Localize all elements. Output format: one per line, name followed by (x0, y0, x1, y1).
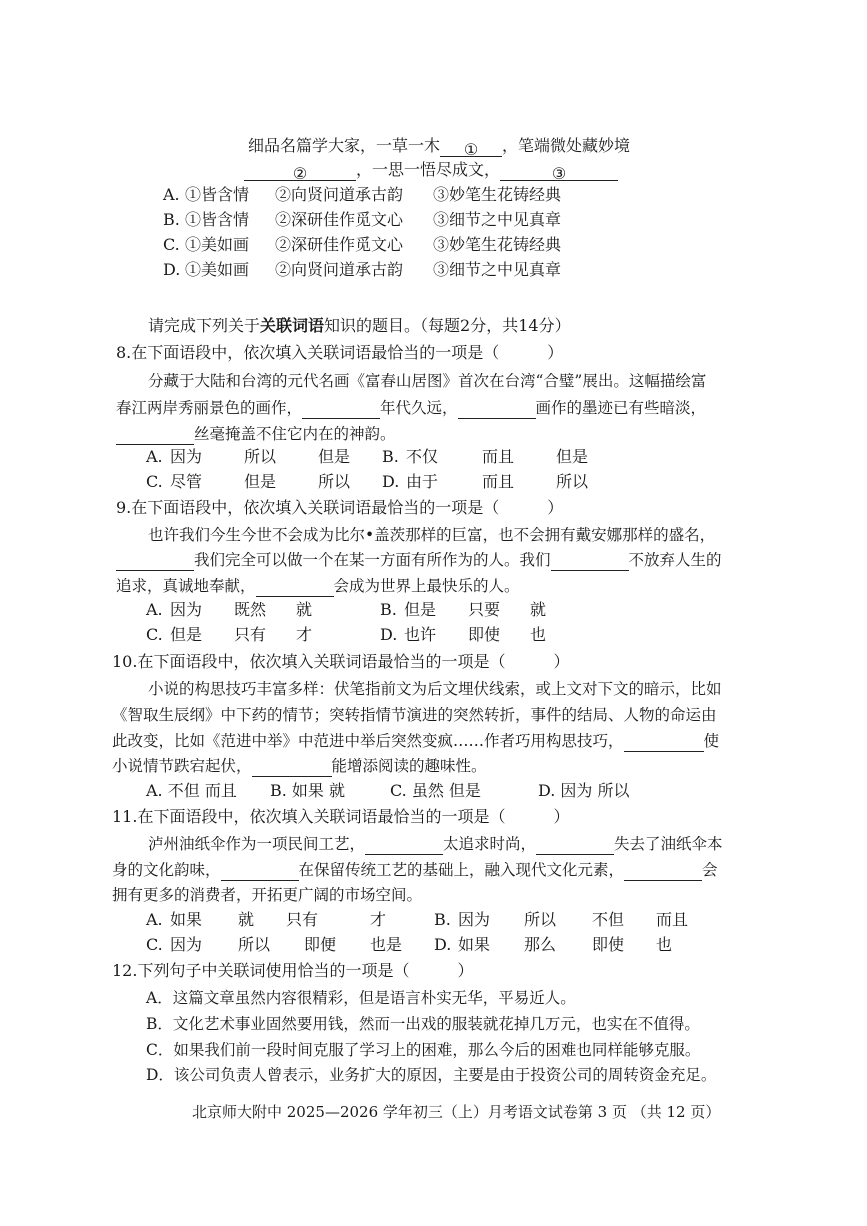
poem-option-a (163, 184, 561, 206)
passage-text: 失去了油纸伞本 (614, 835, 723, 853)
blank-1-mark: ① (463, 140, 479, 159)
section-intro-keyword: 关联词语 (260, 316, 325, 335)
option-word: 但是 (556, 447, 589, 466)
option-word: 而且 (482, 447, 515, 466)
passage-text: 画作的墨迹已有些暗淡， (535, 399, 707, 417)
question-8-passage-line-2 (116, 397, 706, 419)
passage-text: 春江两岸秀丽景色的画作， (116, 399, 303, 417)
option-part-1: ①美如画 (185, 235, 250, 254)
option-part-1: ①美如画 (185, 260, 250, 279)
section-intro (148, 315, 571, 337)
section-intro-start: 请完成下列关于 (148, 316, 261, 335)
question-10-options (146, 780, 630, 802)
option-part-2: ②深研佳作觅文心 (275, 235, 404, 254)
option-word: 而且 (482, 472, 515, 491)
option-word: 因为 (170, 935, 203, 954)
fill-blank[interactable] (551, 553, 629, 571)
fill-blank[interactable] (365, 837, 443, 855)
question-12-stem: 12.下列句子中关联词使用恰当的一项是（ ） (112, 961, 474, 980)
fill-blank[interactable] (252, 759, 332, 777)
option-word: 所以 (238, 935, 271, 954)
fill-blank[interactable] (536, 837, 614, 855)
question-9-options-row-1 (146, 599, 546, 621)
option-word: 才 (296, 625, 313, 644)
passage-text: 追求，真诚地奉献， (116, 577, 256, 595)
option-word: 不但 (592, 910, 625, 929)
fill-blank[interactable] (624, 734, 704, 752)
option-letter: B. (163, 210, 180, 229)
question-10-passage-line-3 (112, 730, 719, 752)
question-8-passage-line-1: 分藏于大陆和台湾的元代名画《富春山居图》首次在台湾“合璧”展出。这幅描绘富 (148, 372, 707, 390)
option-part-2: ②向贤问道承古韵 (275, 260, 404, 279)
option-word: 只有 (234, 625, 267, 644)
page-footer: 北京师大附中 2025—2026 学年初三（上）月考语文试卷第 3 页 （共 12 页） (192, 1103, 721, 1121)
option-word: 所以 (318, 472, 351, 491)
poem-line-1 (248, 135, 630, 157)
option-word: 就 (530, 600, 547, 619)
question-8-options-row-2 (146, 471, 588, 493)
option-part-2: ②深研佳作觅文心 (275, 210, 404, 229)
question-8-options-row-1 (146, 446, 588, 468)
poem-option-c (163, 234, 561, 256)
poem-option-d (163, 259, 561, 281)
option-word: 但是 (244, 472, 277, 491)
option-word: 因为 (170, 447, 203, 466)
passage-text: 不放弃人生的 (628, 551, 722, 569)
option-word: 如果 (170, 910, 203, 929)
option-word: 因为 (458, 910, 491, 929)
blank-3 (500, 163, 618, 181)
option-word: 但是 (170, 625, 203, 644)
option-word: 也许 (404, 625, 437, 644)
question-10-passage-line-4 (112, 755, 487, 777)
option-letter: B. (382, 447, 399, 466)
option-word: 但是 (404, 600, 437, 619)
fill-blank[interactable] (256, 579, 334, 597)
option-word: 就 (238, 910, 255, 929)
passage-text: 我们完全可以做一个在某一方面有所作为的人。我们 (194, 551, 551, 569)
blank-1 (440, 139, 502, 157)
question-9-stem: 9.在下面语段中，依次填入关联词语最恰当的一项是（ ） (116, 498, 564, 517)
option-word: 既然 (234, 600, 267, 619)
option-word: 即便 (304, 935, 337, 954)
question-12-option-a: A．这篇文章虽然内容很精彩，但是语言朴实无华，平易近人。 (146, 989, 576, 1007)
option-letter: C. (146, 625, 163, 644)
option-choice: D. 因为 所以 (538, 781, 630, 800)
option-word: 即使 (592, 935, 625, 954)
option-part-1: ①皆含情 (185, 185, 250, 204)
option-part-3: ③细节之中见真章 (433, 260, 562, 279)
option-word: 尽管 (170, 472, 203, 491)
section-intro-end: 知识的题目。（每题2分，共14分） (324, 316, 571, 335)
option-part-3: ③妙笔生花铸经典 (433, 235, 562, 254)
question-10-passage-line-1: 小说的构思技巧丰富多样：伏笔指前文为后文埋伏线索，或上文对下文的暗示，比如 (148, 680, 722, 698)
fill-blank[interactable] (116, 427, 194, 445)
option-letter: A. (146, 910, 163, 929)
option-word: 所以 (244, 447, 277, 466)
passage-text: 在保留传统工艺的基础上，融入现代文化元素， (298, 861, 625, 879)
option-word: 如果 (458, 935, 491, 954)
question-11-options-row-2 (146, 934, 672, 956)
question-9-passage-line-2 (116, 549, 722, 571)
poem-line-2-mid: ，一思一悟尽成文， (356, 160, 501, 179)
option-letter: C. (163, 235, 180, 254)
option-part-1: ①皆含情 (185, 210, 250, 229)
blank-3-mark: ③ (551, 164, 567, 183)
passage-text: 身的文化韵味， (112, 861, 221, 879)
option-word: 那么 (524, 935, 557, 954)
poem-option-b (163, 209, 561, 231)
option-letter: D. (382, 472, 400, 491)
passage-text: 会成为世界上最快乐的人。 (333, 577, 520, 595)
option-letter: D. (380, 625, 398, 644)
poem-line-1-start: 细品名篇学大家，一草一木 (248, 136, 441, 155)
fill-blank[interactable] (116, 553, 194, 571)
question-11-passage-line-2 (112, 859, 718, 881)
option-part-3: ③妙笔生花铸经典 (433, 185, 562, 204)
passage-text: 会 (702, 861, 718, 879)
option-word: 只有 (286, 910, 319, 929)
fill-blank[interactable] (458, 401, 536, 419)
passage-text: 年代久远， (380, 399, 458, 417)
passage-text: 泸州油纸伞作为一项民间工艺， (148, 835, 366, 853)
option-letter: B. (380, 600, 397, 619)
passage-text: 太追求时尚， (443, 835, 537, 853)
option-letter: C. (146, 472, 163, 491)
question-9-passage-line-1: 也许我们今生今世不会成为比尔•盖茨那样的巨富，也不会拥有戴安娜那样的盛名， (148, 526, 716, 544)
question-9-passage-line-3 (116, 575, 520, 597)
option-word: 所以 (556, 472, 589, 491)
option-part-2: ②向贤问道承古韵 (275, 185, 404, 204)
option-word: 因为 (170, 600, 203, 619)
question-8-stem: 8.在下面语段中，依次填入关联词语最恰当的一项是（ ） (116, 343, 564, 362)
option-word: 但是 (318, 447, 351, 466)
passage-text: 能增添阅读的趣味性。 (331, 757, 487, 775)
option-word: 即使 (468, 625, 501, 644)
option-part-3: ③细节之中见真章 (433, 210, 562, 229)
option-word: 也 (530, 625, 547, 644)
question-9-options-row-2 (146, 624, 546, 646)
passage-text: 此改变，比如《范进中举》中范进中举后突然变疯……作者巧用构思技巧， (112, 732, 624, 750)
question-12-option-c: C．如果我们前一段时间克服了学习上的困难，那么今后的困难也同样能够克服。 (146, 1041, 701, 1059)
option-letter: A. (146, 600, 163, 619)
question-11-passage-line-3: 拥有更多的消费者，开拓更广阔的市场空间。 (112, 886, 423, 904)
question-10-passage-line-2: 《智取生辰纲》中下药的情节；突转指情节演进的突然转折，事件的结局、人物的命运由 (112, 706, 717, 724)
passage-text: 使 (703, 732, 720, 750)
blank-2 (244, 163, 356, 181)
option-choice: B. 如果 就 (270, 781, 346, 800)
option-letter: D. (163, 260, 181, 279)
question-12-option-d: D．该公司负责人曾表示，业务扩大的原因，主要是由于投资公司的周转资金充足。 (146, 1066, 717, 1084)
fill-blank[interactable] (302, 401, 380, 419)
option-letter: B. (434, 910, 451, 929)
poem-line-1-end: ，笔端微处藏妙境 (502, 136, 631, 155)
question-11-options-row-1 (146, 909, 688, 931)
option-word: 才 (370, 910, 387, 929)
fill-blank[interactable] (221, 863, 299, 881)
question-11-passage-line-1 (148, 833, 723, 855)
question-11-stem: 11.在下面语段中，依次填入关联词语最恰当的一项是（ ） (112, 807, 570, 826)
option-letter: A. (163, 185, 180, 204)
fill-blank[interactable] (624, 863, 702, 881)
option-word: 不仅 (406, 447, 439, 466)
question-12-option-b: B．文化艺术事业固然要用钱，然而一出戏的服装就花掉几万元，也实在不值得。 (146, 1015, 700, 1033)
option-choice: A. 不但 而且 (146, 781, 237, 800)
option-word: 而且 (656, 910, 689, 929)
poem-line-2 (244, 159, 618, 181)
question-8-passage-line-3 (116, 423, 396, 445)
option-word: 就 (296, 600, 313, 619)
option-word: 也 (656, 935, 673, 954)
option-letter: A. (146, 447, 163, 466)
option-word: 也是 (370, 935, 403, 954)
option-word: 由于 (406, 472, 439, 491)
question-10-stem: 10.在下面语段中，依次填入关联词语最恰当的一项是（ ） (112, 652, 570, 671)
passage-text: 小说情节跌宕起伏， (112, 757, 252, 775)
option-choice: C. 虽然 但是 (390, 781, 481, 800)
blank-2-mark: ② (292, 164, 308, 183)
option-word: 只要 (468, 600, 501, 619)
option-letter: D. (434, 935, 452, 954)
option-word: 所以 (524, 910, 557, 929)
option-letter: C. (146, 935, 163, 954)
passage-text: 丝毫掩盖不住它内在的神韵。 (194, 425, 396, 443)
